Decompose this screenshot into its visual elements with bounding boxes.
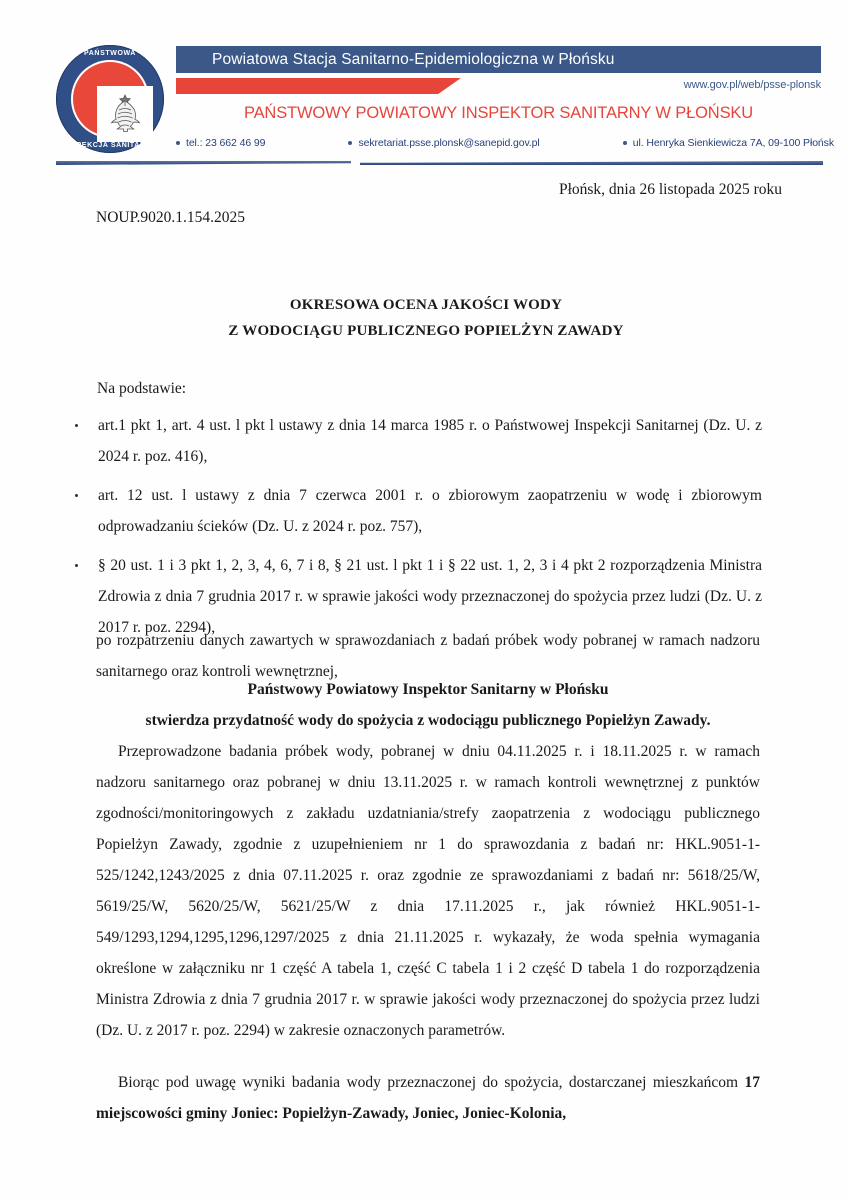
main-findings-paragraph xyxy=(96,736,760,1046)
main-findings-text xyxy=(96,736,760,1046)
header-divider-right xyxy=(360,161,823,165)
list-item xyxy=(62,480,762,542)
sanitary-inspection-emblem-logo xyxy=(56,45,164,153)
authority-heading: PAŃSTWOWY POWIATOWY INSPEKTOR SANITARNY W PŁOŃSKU xyxy=(243,104,754,122)
organisation-banner xyxy=(176,46,821,73)
contact-address-text: ul. Henryka Sienkiewicza 7A, 09-100 Płońsk xyxy=(632,137,834,149)
main-findings-body: Przeprowadzone badania próbek wody, pobranej w dniu 04.11.2025 r. i 18.11.2025 r. w ramach nadzoru sanitarnego oraz pobranej w dniu 13.11.2025 r. w ramach kontroli wewnętrznej z punktów zgodności/monitoringowych z zakładu uzdatniania/strefy zaopatrzenia z wodociągu publicznego Popielżyn Zawady, zgodnie z uzupełnieniem nr 1 do sprawozdania z badań nr: HKL.9051-1-525/1242,1243/2025 z dnia 07.11.2025 r. oraz zgodnie ze sprawozdaniami z badań nr: 5618/25/W, 5619/25/W, 5620/25/W, 5621/25/W z dnia 17.11.2025 r., jak również HKL.9051-1-549/1293,1294,1295,1296,1297/2025 z dnia 21.11.2025 r. wykazały, że woda spełnia wymagania określone w załączniku nr 1 część A tabela 1, część C tabela 1 i 2 część D tabela 1 do rozporządzenia Ministra Zdrowia z dnia 7 grudnia 2017 r. w sprawie jakości wody przeznaczonej do spożycia przez ludzi (Dz. U. z 2017 r. poz. 2294) w zakresie oznaczonych parametrów. xyxy=(96,743,760,1039)
reference-number: NOUP.9020.1.154.2025 xyxy=(96,209,245,226)
organisation-name: Powiatowa Stacja Sanitarno-Epidemiologiczna w Płońsku xyxy=(212,51,615,68)
emblem-white-shield xyxy=(97,86,153,142)
letterhead xyxy=(0,0,849,172)
after-consideration-paragraph: po rozpatrzeniu danych zawartych w sprawozdaniach z badań próbek wody pobranej w ramach nadzoru sanitarnego oraz kontroli wewnętrznej, xyxy=(96,632,760,680)
legal-basis-list xyxy=(62,410,762,651)
contact-address xyxy=(623,137,834,149)
contact-email-text: sekretariat.psse.plonsk@sanepid.gov.pl xyxy=(358,137,540,149)
emblem-top-text: PAŃSTWOWA xyxy=(84,50,136,57)
contact-info-row xyxy=(176,137,834,149)
contact-email[interactable] xyxy=(348,137,539,149)
authority-name-bold: Państwowy Powiatowy Inspektor Sanitarny w Płońsku xyxy=(247,681,609,698)
final-paragraph-localities: 17 miejscowości gminy Joniec: Popielżyn-Zawady, Joniec, Joniec-Kolonia, xyxy=(96,1074,760,1122)
suitability-statement-bold: stwierdza przydatność wody do spożycia z wodociągu publicznego Popielżyn Zawady. xyxy=(145,712,711,729)
list-item xyxy=(62,410,762,472)
bullet-dot-icon xyxy=(348,141,352,145)
legal-basis-item-1: art.1 pkt 1, art. 4 ust. l pkt l ustawy z dnia 14 marca 1985 r. o Państwowej Inspekcji Sanitarnej (Dz. U. z 2024 r. poz. 416), xyxy=(98,417,762,465)
emblem-red-disc xyxy=(71,60,149,138)
website-url[interactable]: www.gov.pl/web/psse-plonsk xyxy=(683,79,821,91)
intro-text: Na podstawie: xyxy=(97,380,187,397)
final-paragraph-prefix: Biorąc pod uwagę wyniki badania wody przeznaczonej do spożycia, dostarczanej mieszkańcom xyxy=(118,1074,745,1091)
legal-basis-item-3: § 20 ust. 1 i 3 pkt 1, 2, 3, 4, 6, 7 i 8, § 21 ust. l pkt 1 i § 22 ust. 1, 2, 3 i 4 pkt 2 rozporządzenia Ministra Zdrowia z dnia 7 grudnia 2017 r. w sprawie jakości wody przeznaczonej do spożycia przez ludzi (Dz. U. z 2017 r. poz. 2294), xyxy=(98,557,762,636)
place-and-date: Płońsk, dnia 26 listopada 2025 roku xyxy=(558,181,782,198)
page-title-line-1: OKRESOWA OCENA JAKOŚCI WODY xyxy=(289,297,563,313)
page-title-line-2: Z WODOCIĄGU PUBLICZNEGO POPIELŻYN ZAWADY xyxy=(228,323,624,339)
emblem-bottom-text: INSPEKCJA SANITARNA xyxy=(63,142,157,149)
legal-basis-item-2: art. 12 ust. l ustawy z dnia 7 czerwca 2001 r. o zbiorowym zaopatrzeniu w wodę i zbiorowym odprowadzaniu ścieków (Dz. U. z 2024 r. poz. 757), xyxy=(98,487,762,535)
final-paragraph xyxy=(96,1067,760,1129)
contact-phone xyxy=(176,137,265,149)
polish-eagle-icon xyxy=(97,86,153,142)
final-paragraph-text xyxy=(96,1067,760,1129)
contact-phone-text: tel.: 23 662 46 99 xyxy=(186,137,266,149)
bullet-dot-icon xyxy=(176,141,180,145)
red-accent-bar xyxy=(176,78,461,94)
bullet-dot-icon xyxy=(623,141,627,145)
header-divider-left xyxy=(56,161,351,165)
page-title xyxy=(96,292,756,344)
